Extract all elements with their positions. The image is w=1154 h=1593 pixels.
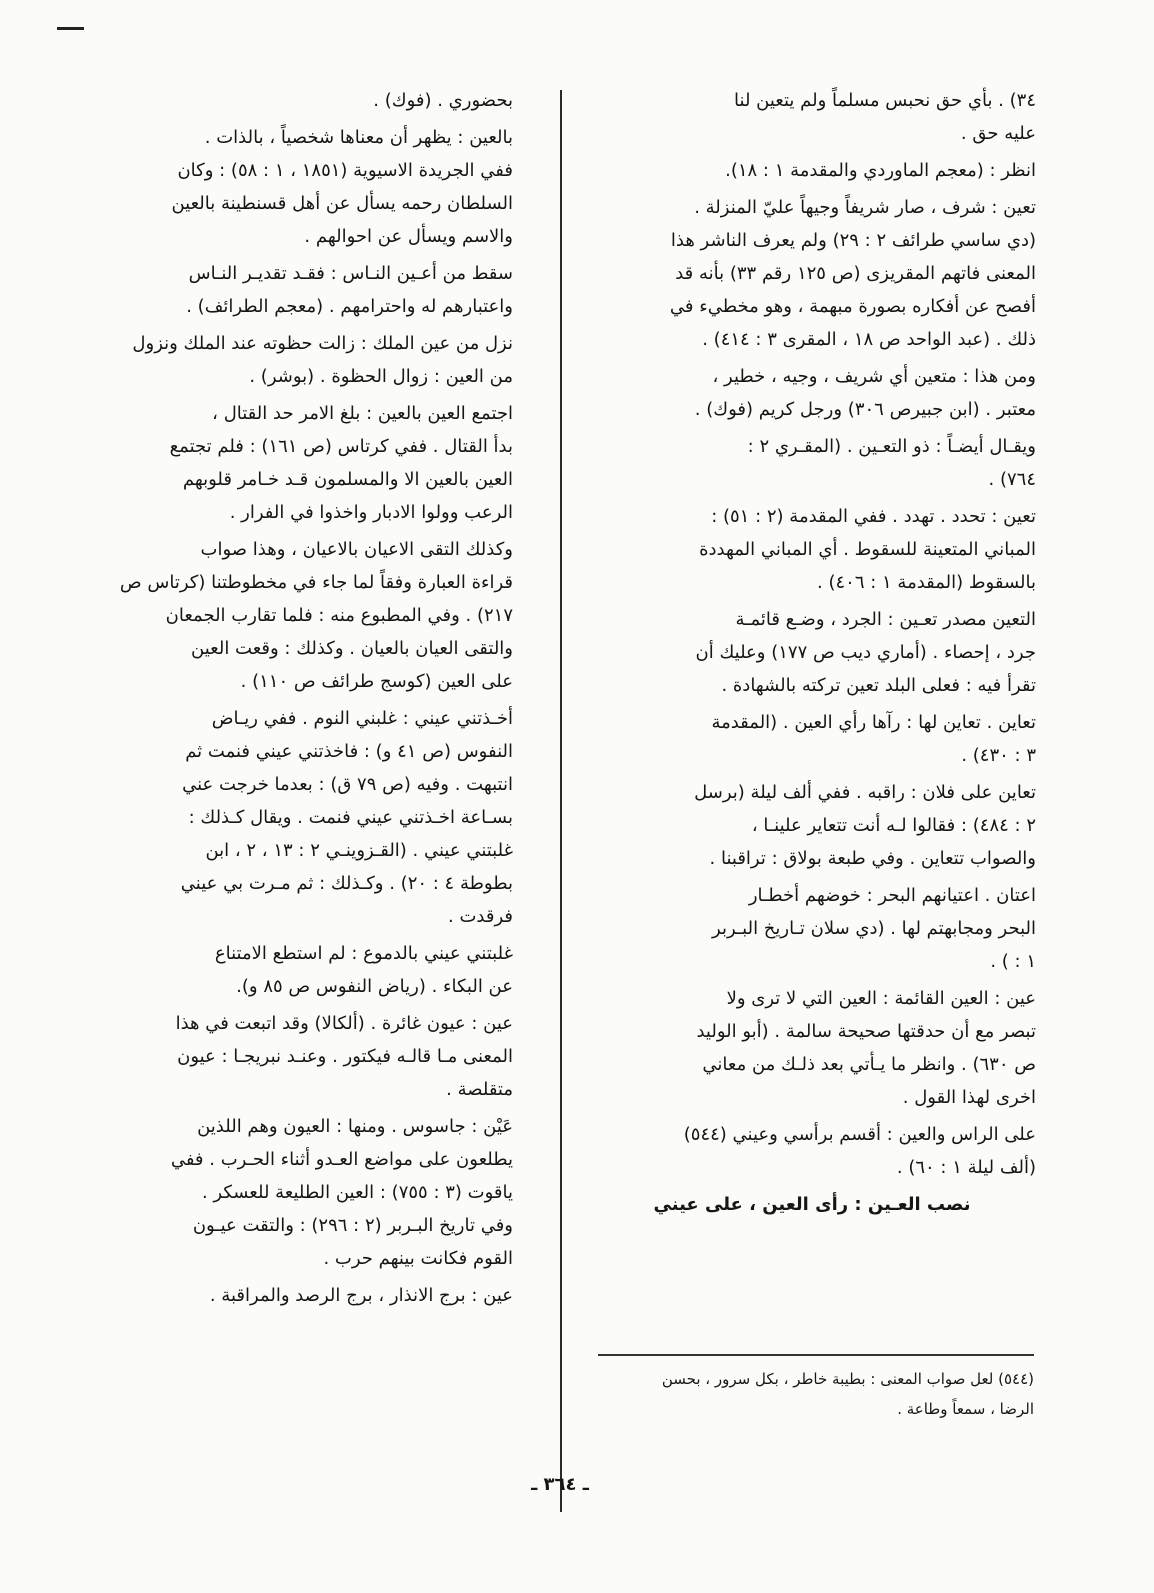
entry-paragraph: التعين مصدر تعـين : الجرد ، وضـع قائمـة جرد ، إحصاء . (أماري ديب ص ١٧٧) وعليك أن تقرأ فيه : فعلى البلد تعين تركته بالشهادة . [695, 609, 1036, 696]
entry-paragraph: سقط من أعـين النـاس : فقـد تقديـر النـاس واعتبارهم له واحترامهم . (معجم الطرائف) . [186, 263, 513, 317]
entry-paragraph: ٣٤) . بأي حق نحبس مسلماً ولم يتعين لنا عليه حق . [734, 90, 1036, 144]
entry-paragraph: ويقـال أيضـاً : ذو التعـين . (المقـري ٢ : ٧٦٤) . [747, 436, 1036, 490]
footnote-rule [598, 1354, 1034, 1356]
entry-paragraph: عين : عيون غائرة . (ألكالا) وقد اتبعت في هذا المعنى مـا قالـه فيكتور . وعنـد نبريجـا : عيون متقلصة . [175, 1013, 513, 1100]
entry-paragraph: غلبتني عيني بالدموع : لم استطع الامتناع عن البكاء . (رياض النفوس ص ٨٥ و). [214, 943, 513, 997]
entry-paragraph: وكذلك التقى الاعيان بالاعيان ، وهذا صواب قراءة العبارة وفقاً لما جاء في مخطوطتنا (كرتاس ص ٢١٧) . وفي المطبوع منه : فلما تقارب الجمعان والتقى العيان بالعيان . وكذلك : وقعت العين على العين (كوسج طرائف ص ١١٠) . [119, 539, 513, 692]
left-column [88, 84, 513, 1316]
footnote: (٥٤٤) لعل صواب المعنى : بطيبة خاطر ، بكل سرور ، بحسن الرضا ، سمعاً وطاعة . [661, 1370, 1034, 1418]
entry-paragraph: تعاين . تعاين لها : رآها رأي العين . (المقدمة ٣ : ٤٣٠) . [711, 712, 1036, 766]
entry-paragraph: اجتمع العين بالعين : بلغ الامر حد القتال ، بدأ القتال . ففي كرتاس (ص ١٦١) : فلم تجتمع العين بالعين الا والمسلمون قـد خـامر قلوبهم الرعب وولوا الادبار واخذوا في الفرار . [169, 403, 513, 523]
entry-paragraph: على الراس والعين : أقسم برأسي وعيني (٥٤٤) (ألف ليلة ١ : ٦٠) . [683, 1124, 1036, 1178]
entry-paragraph: اعتان . اعتيانهم البحر : خوضهم أخطـار البحر ومجابهتم لها . (دي سلان تـاريخ البـربر ١ : ) . [712, 885, 1036, 972]
corner-mark [57, 27, 84, 30]
page-number: ـ ٣٦٤ ـ [531, 1474, 589, 1495]
entry-paragraph: عين : برج الانذار ، برج الرصد والمراقبة . [209, 1285, 513, 1306]
entry-paragraph: بحضوري . (فوك) . [373, 90, 513, 111]
entry-heading: نصب العـين : رأى العين ، على عيني [653, 1194, 971, 1215]
entry-paragraph: تعاين على فلان : راقبه . ففي ألف ليلة (برسل ٢ : ٤٨٤) : فقالوا لـه أنت تتعاير علينـا ، والصواب تتعاين . وفي طبعة بولاق : تراقبنا . [694, 782, 1036, 869]
entry-paragraph: عَيْن : جاسوس . ومنها : العيون وهم اللذين يطلعون على مواضع العـدو أثناء الحـرب . ففي ياقوت (٣ : ٧٥٥) : العين الطليعة للعسكر . وفي تاريخ البـربر (٢ : ٢٩٦) : والتقت عيـون القوم فكانت بينهم حرب . [170, 1116, 513, 1269]
entry-paragraph: ومن هذا : متعين أي شريف ، وجيه ، خطير ، معتبر . (ابن جبيرص ٣٠٦) ورجل كريم (فوك) . [694, 366, 1036, 420]
entry-paragraph: تعين : شرف ، صار شريفاً وجيهاً عليّ المنزلة . (دي ساسي طرائف ٢ : ٢٩) ولم يعرف الناشر هذا المعنى فاتهم المقريزى (ص ١٢٥ رقم ٣٣) بأنه قد أفصح عن أفكاره بصورة مبهمة ، وهو مخطيء في ذلك . (عبد الواحد ص ١٨ ، المقرى ٣ : ٤١٤) . [669, 197, 1036, 350]
column-divider [560, 90, 562, 1512]
entry-paragraph: عين : العين القائمة : العين التي لا ترى ولا تبصر مع أن حدقتها صحيحة سالمة . (أبو الوليد ص ٦٣٠) . وانظر ما يـأتي بعد ذلـك من معاني اخرى لهذا القول . [696, 988, 1036, 1108]
entry-paragraph: بالعين : يظهر أن معناها شخصياً ، بالذات . ففي الجريدة الاسيوية (١٨٥١ ، ١ : ٥٨) : وكان السلطان رحمه يسأل عن أهل قسنطينة بالعين والاسم ويسأل عن احوالهم . [171, 127, 513, 247]
entry-paragraph: أخـذتني عيني : غلبني النوم . ففي ريـاض النفوس (ص ٤١ و) : فاخذتني عيني فنمت ثم انتبهت . وفيه (ص ٧٩ ق) : بعدما خرجت عني بسـاعة اخـذتني عيني فنمت . ويقال كـذلك : غلبتني عيني . (القـزوينـي ٢ : ١٣ ، ٢ ، ابن بطوطة ٤ : ٢٠) . وكـذلك : ثم مـرت بي عيني فرقدت . [180, 708, 513, 927]
right-column [588, 84, 1036, 1225]
entry-paragraph: نزل من عين الملك : زالت حظوته عند الملك ونزول من العين : زوال الحظوة . (بوشر) . [132, 333, 513, 387]
entry-paragraph: انظر : (معجم الماوردي والمقدمة ١ : ١٨). [725, 160, 1036, 181]
entry-paragraph: تعين : تحدد . تهدد . ففي المقدمة (٢ : ٥١) : المباني المتعينة للسقوط . أي المباني المهددة بالسقوط (المقدمة ١ : ٤٠٦) . [699, 506, 1036, 593]
